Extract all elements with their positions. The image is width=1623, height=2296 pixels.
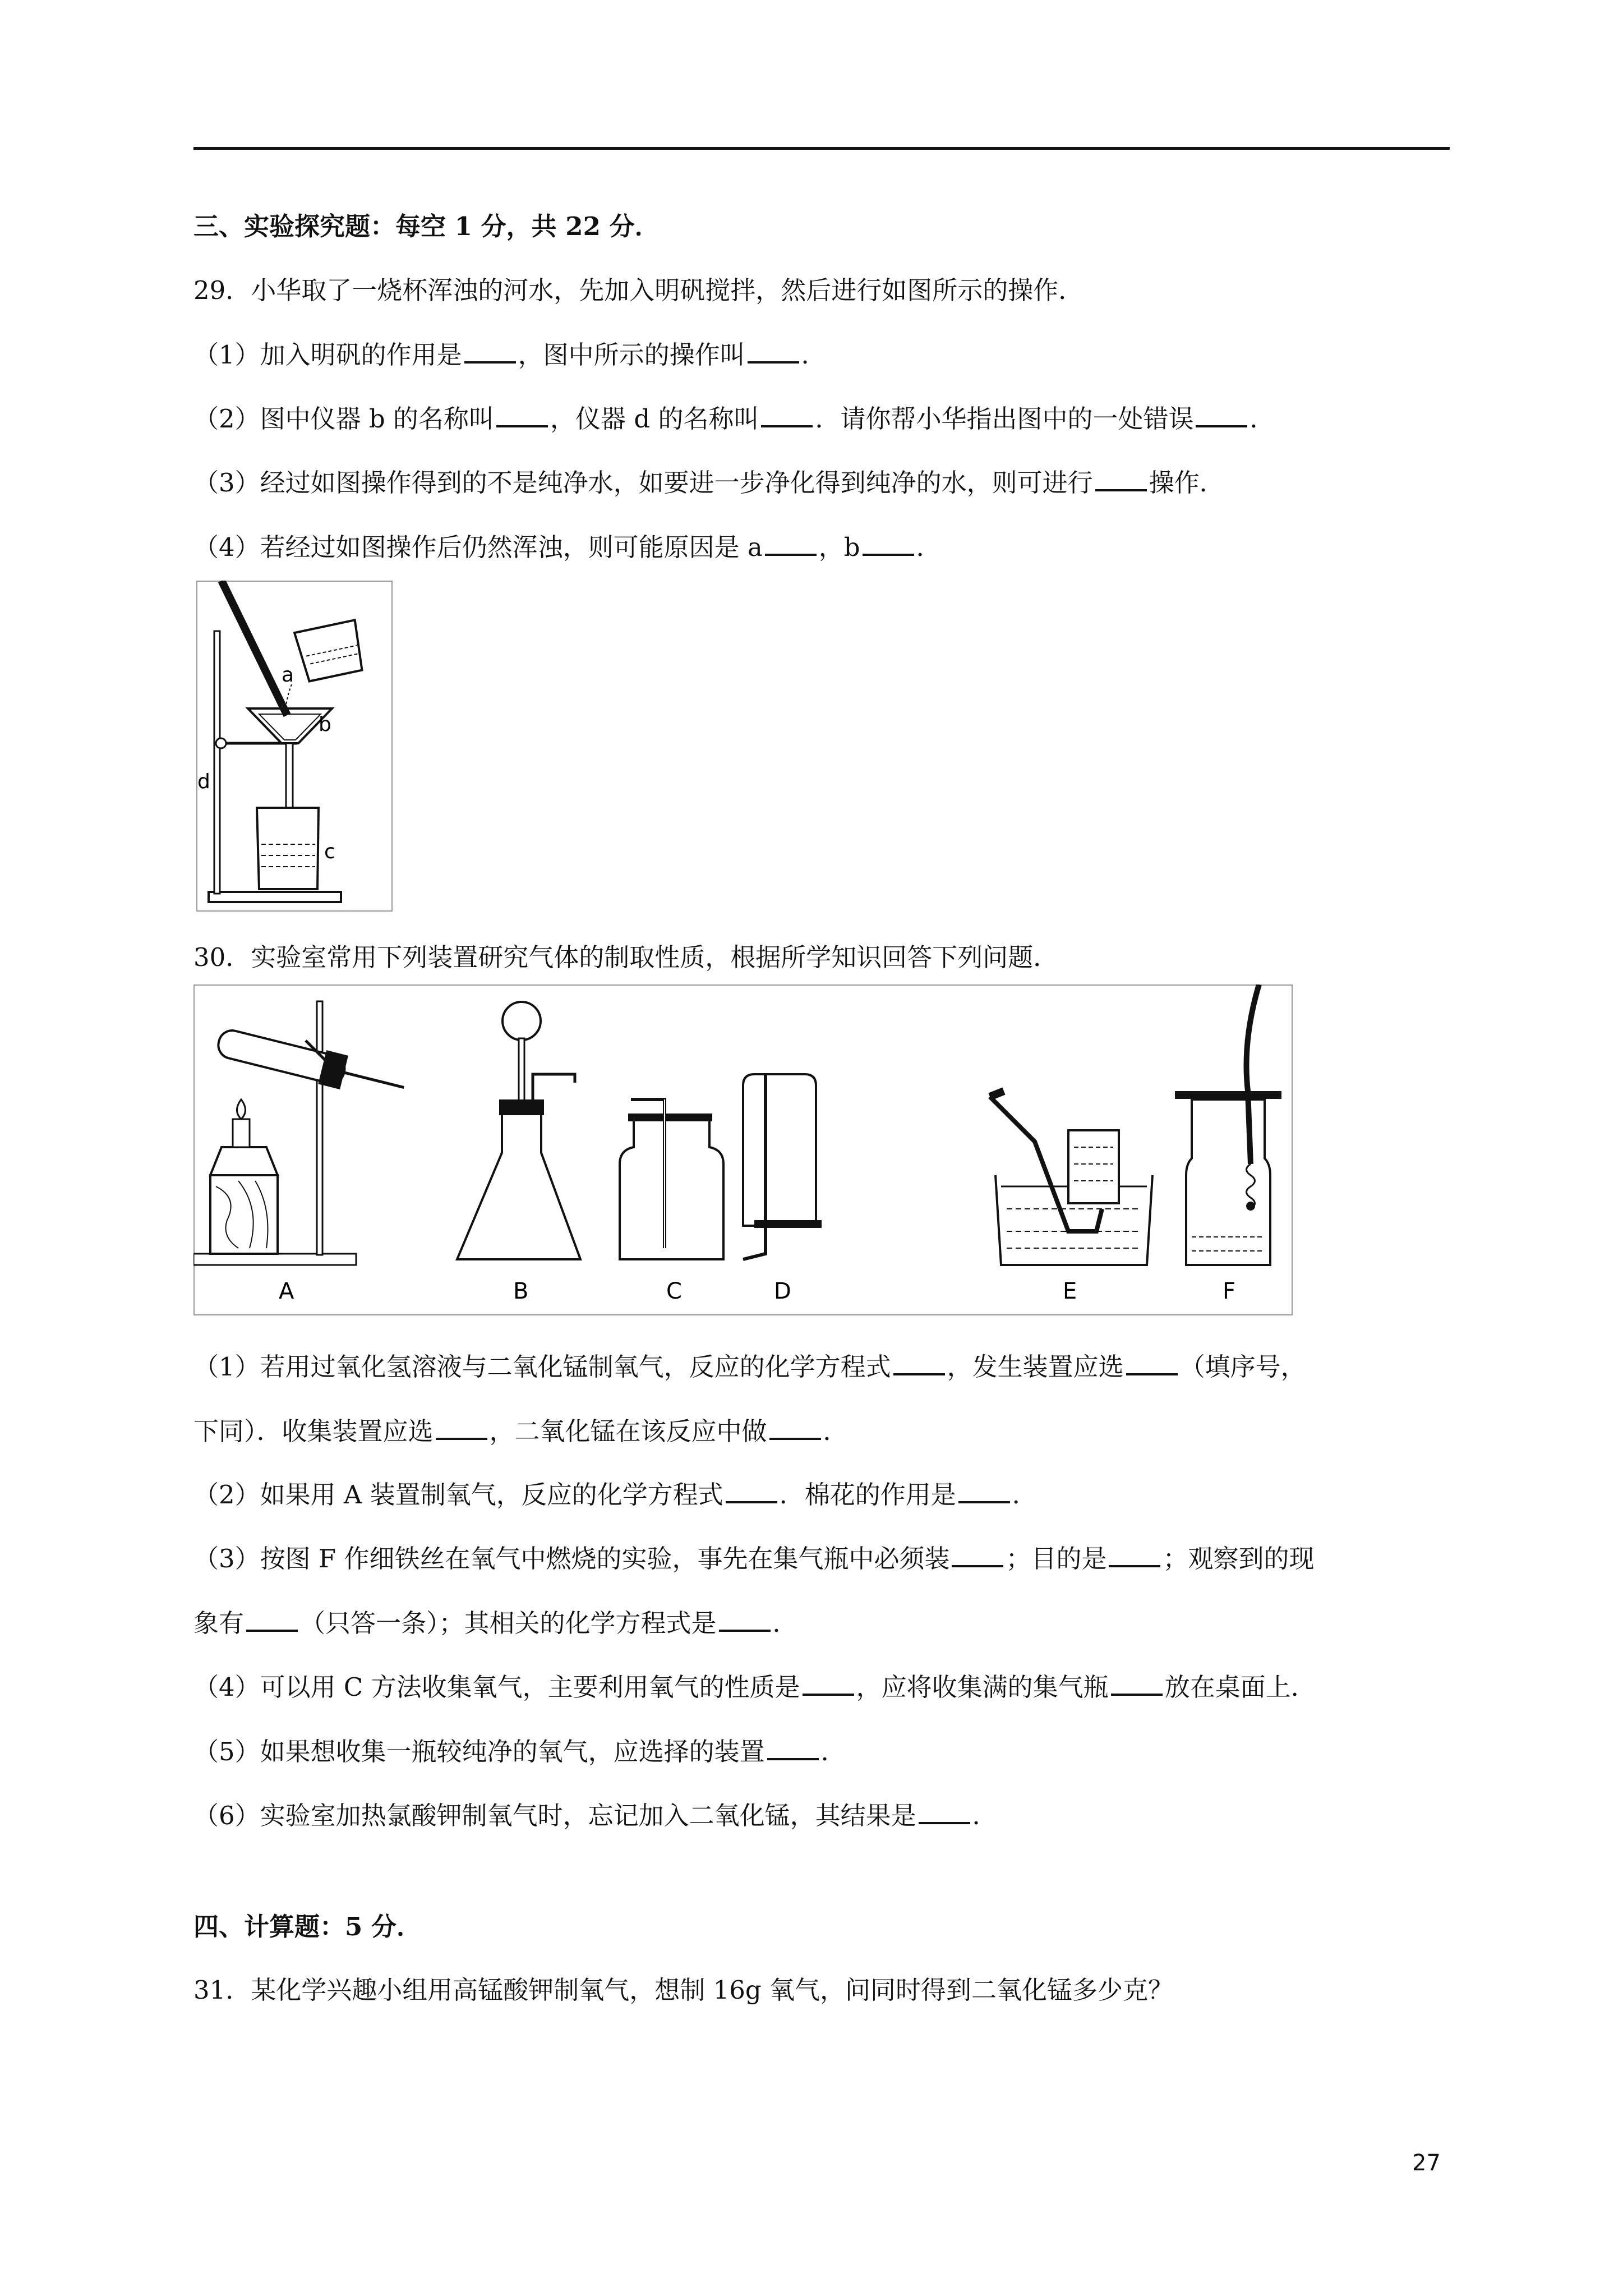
label-b-upper: B	[513, 1278, 529, 1304]
page-number: 27	[1412, 2150, 1441, 2176]
header-rule	[193, 147, 1450, 150]
apparatus-a	[193, 1001, 408, 1304]
answer-blank[interactable]	[1109, 1543, 1160, 1567]
answer-blank[interactable]	[726, 1479, 777, 1503]
answer-blank[interactable]	[919, 1800, 970, 1824]
q30-part-1b: 下同）．收集装置应选 ，二氧化锰在该反应中做 ．	[193, 1416, 849, 1446]
answer-blank[interactable]	[719, 1607, 771, 1632]
section-3-title: 三、实验探究题：每空 1 分，共 22 分．	[193, 211, 660, 241]
q30-part-5: （5）如果想收集一瓶较纯净的氧气，应选择的装置 ．	[193, 1737, 846, 1766]
apparatus-f	[1175, 984, 1281, 1304]
answer-blank[interactable]	[1196, 403, 1247, 427]
label-a-upper: A	[279, 1278, 294, 1304]
answer-blank[interactable]	[1126, 1351, 1178, 1375]
answer-blank[interactable]	[496, 403, 548, 427]
answer-blank[interactable]	[767, 1736, 819, 1760]
gas-apparatus-figure	[193, 984, 1293, 1315]
label-b: b	[319, 713, 331, 736]
label-f-upper: F	[1223, 1278, 1236, 1304]
answer-blank[interactable]	[761, 403, 813, 427]
apparatus-c	[620, 1099, 723, 1304]
q30-part-3b: 象有 （只答一条）；其相关的化学方程式是 ．	[193, 1608, 798, 1638]
section-4-title: 四、计算题：5 分．	[193, 1912, 422, 1941]
label-d-upper: D	[774, 1278, 791, 1304]
answer-blank[interactable]	[1111, 1671, 1163, 1696]
answer-blank[interactable]	[748, 339, 799, 364]
q31-stem: 31．某化学兴趣小组用高锰酸钾制氧气，想制 16g 氧气，问同时得到二氧化锰多少克？	[193, 1975, 1173, 2005]
answer-blank[interactable]	[765, 531, 817, 556]
answer-blank[interactable]	[952, 1543, 1003, 1567]
apparatus-d	[743, 1074, 822, 1304]
answer-blank[interactable]	[769, 1415, 821, 1440]
answer-blank[interactable]	[958, 1479, 1010, 1503]
answer-blank[interactable]	[436, 1415, 487, 1440]
q30-part-2: （2）如果用 A 装置制氧气，反应的化学方程式 ．棉花的作用是 ．	[193, 1480, 1038, 1510]
answer-blank[interactable]	[803, 1671, 854, 1696]
label-d: d	[197, 770, 210, 793]
label-a: a	[282, 664, 294, 687]
answer-blank[interactable]	[1095, 467, 1147, 491]
q29-part-3: （3）经过如图操作得到的不是纯净水，如要进一步净化得到纯净的水，则可进行 操作．	[193, 468, 1225, 498]
q30-part-3a: （3）按图 F 作细铁丝在氧气中燃烧的实验，事先在集气瓶中必须装 ；目的是 ；观察到的现	[193, 1544, 1315, 1573]
label-c-upper: C	[666, 1278, 682, 1304]
answer-blank[interactable]	[893, 1351, 945, 1375]
q29-stem: 29．小华取了一烧杯浑浊的河水，先加入明矾搅拌，然后进行如图所示的操作．	[193, 275, 1084, 305]
q30-part-4: （4）可以用 C 方法收集氧气，主要利用氧气的性质是 ，应将收集满的集气瓶 放在桌面上．	[193, 1672, 1316, 1702]
q30-part-1a: （1）若用过氧化氢溶液与二氧化锰制氧气，反应的化学方程式 ，发生装置应选 （填序号，	[193, 1352, 1306, 1382]
q30-stem: 30．实验室常用下列装置研究气体的制取性质，根据所学知识回答下列问题．	[193, 942, 1059, 972]
answer-blank[interactable]	[464, 339, 516, 364]
q29-part-1: （1）加入明矾的作用是 ，图中所示的操作叫 ．	[193, 340, 827, 370]
label-c: c	[324, 840, 335, 863]
label-e-upper: E	[1063, 1278, 1077, 1304]
apparatus-b	[457, 1002, 580, 1304]
answer-blank[interactable]	[246, 1607, 298, 1632]
apparatus-e	[990, 1091, 1152, 1304]
q29-part-2: （2）图中仪器 b 的名称叫 ，仪器 d 的名称叫 ．请你帮小华指出图中的一处错误 ．	[193, 404, 1275, 434]
answer-blank[interactable]	[863, 531, 914, 556]
filtration-figure	[196, 581, 393, 912]
q29-part-4: （4）若经过如图操作后仍然浑浊，则可能原因是 a ，b ．	[193, 532, 942, 562]
q30-part-6: （6）实验室加热氯酸钾制氧气时，忘记加入二氧化锰，其结果是 ．	[193, 1801, 998, 1830]
